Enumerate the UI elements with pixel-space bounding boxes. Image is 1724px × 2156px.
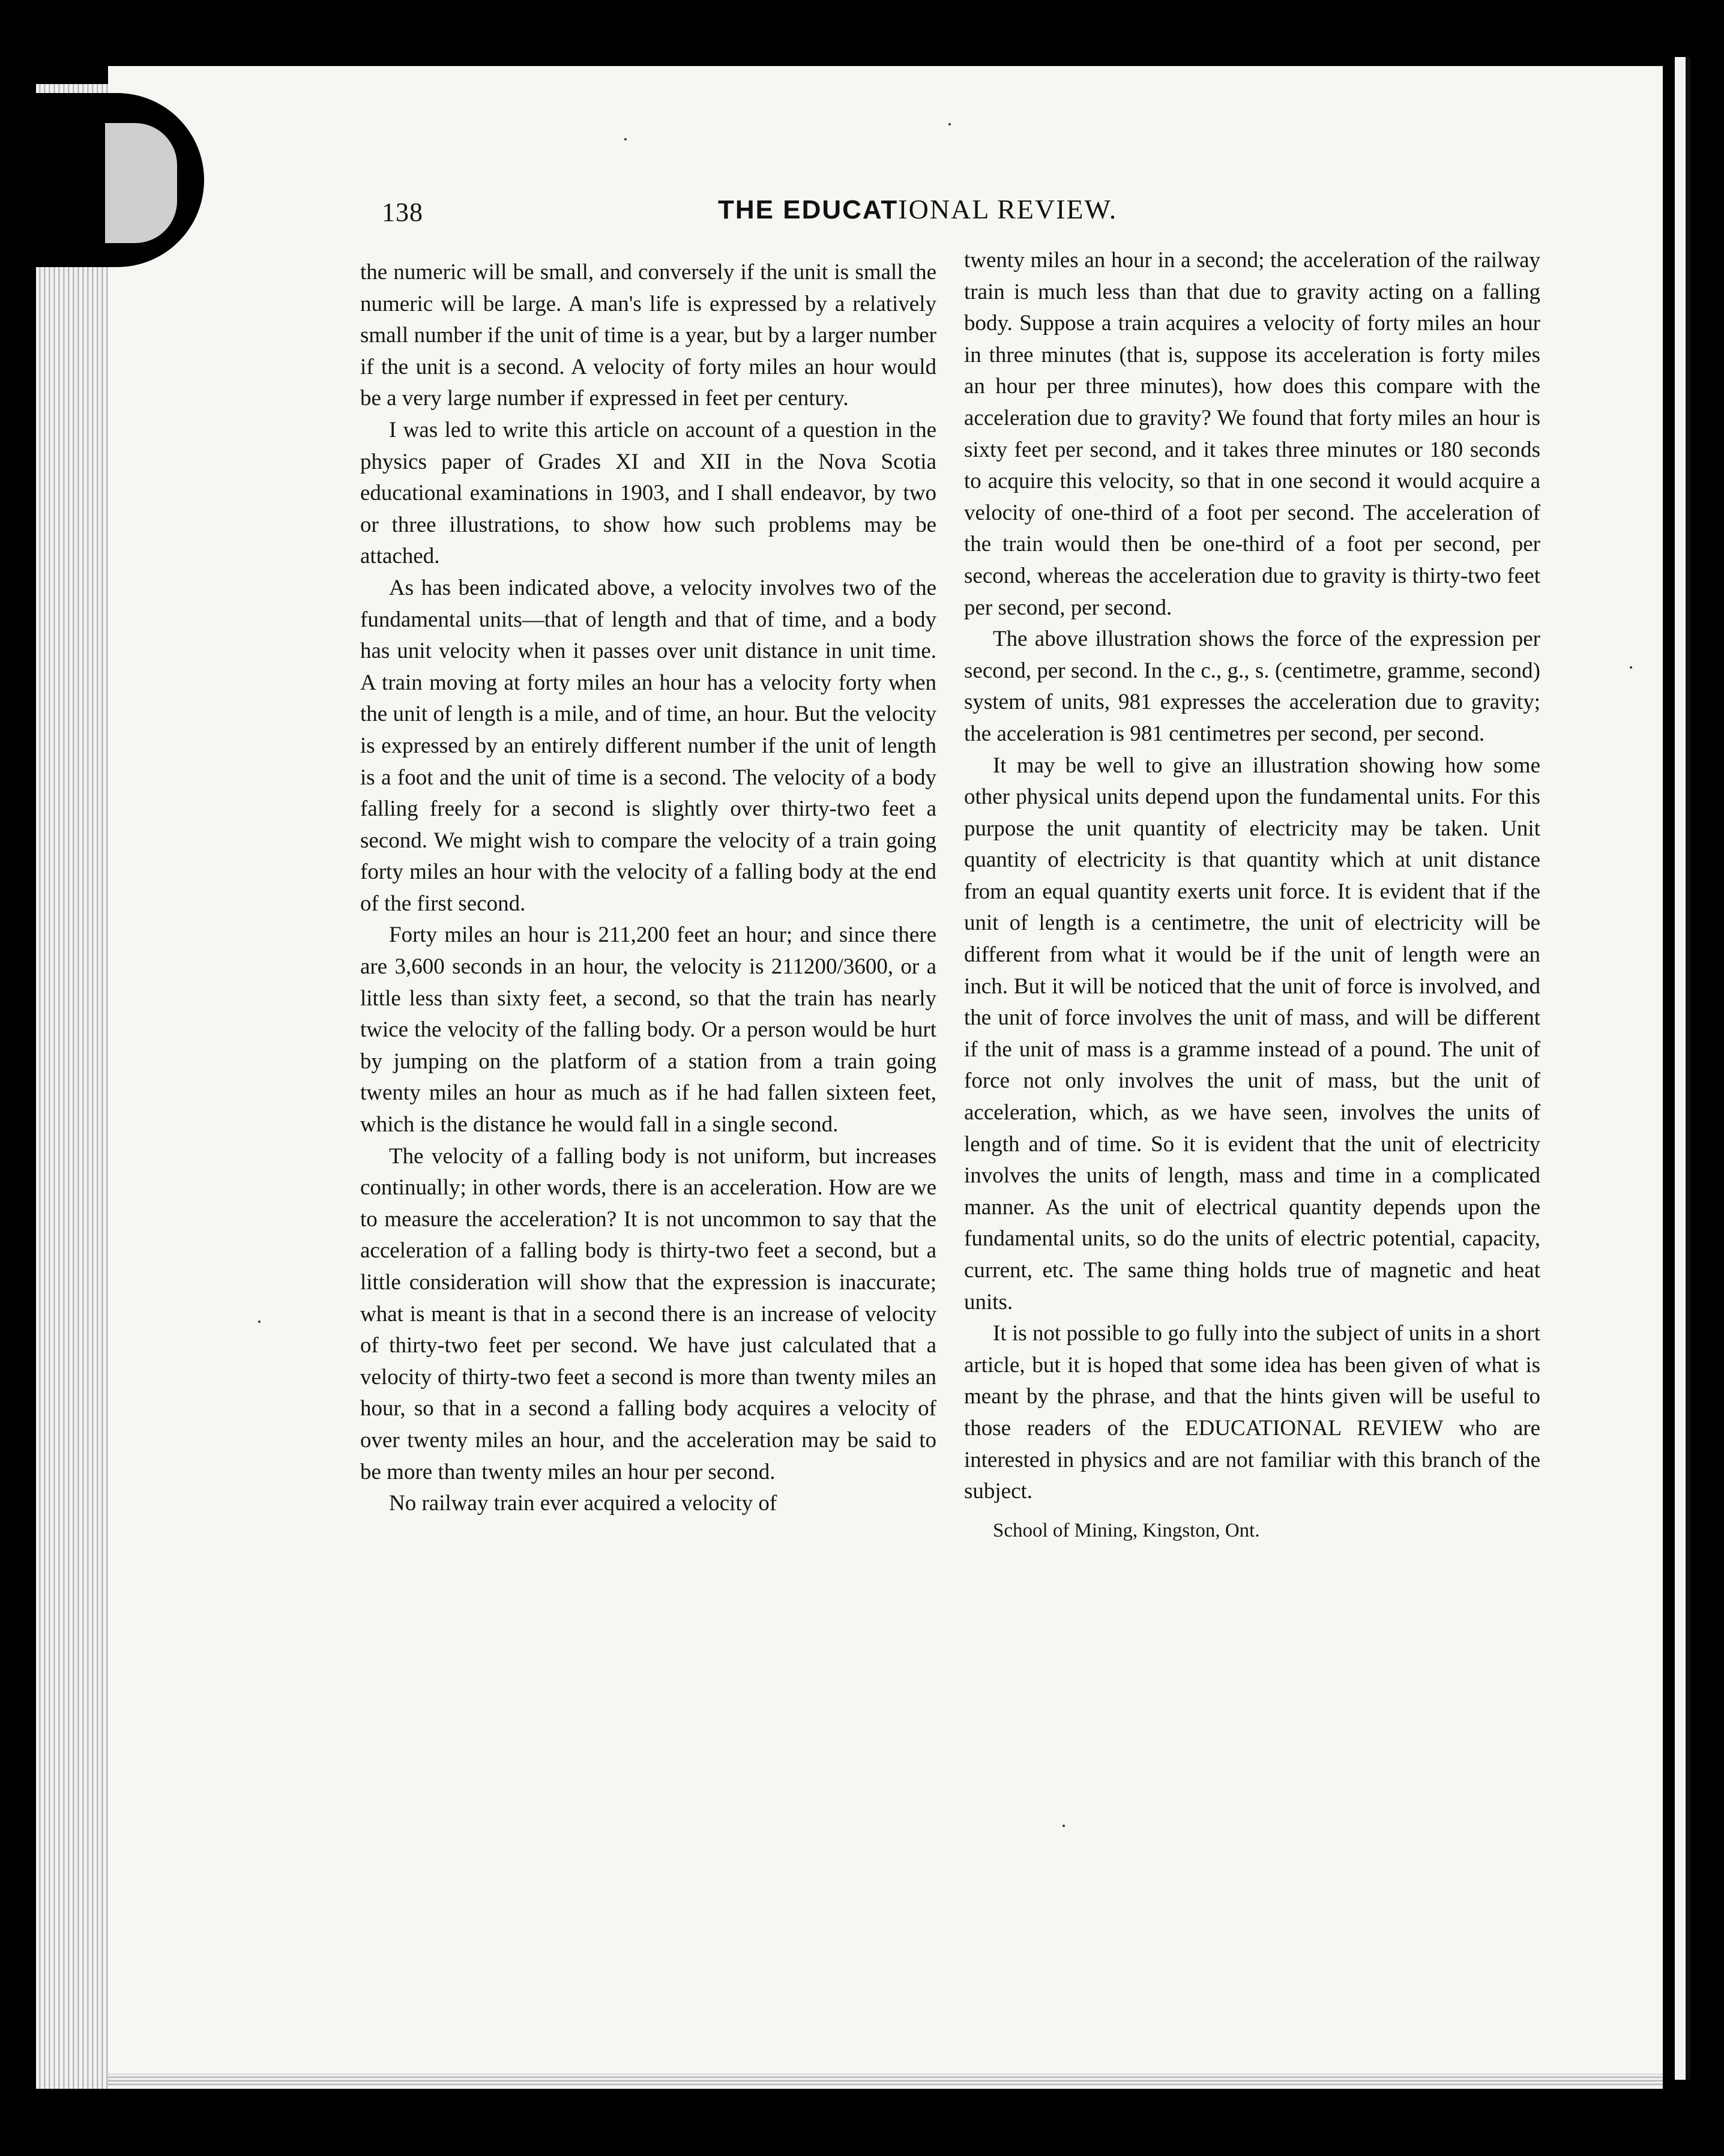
scan-speck	[624, 138, 627, 140]
paragraph: As has been indicated above, a velocity involves two of the fundamental units—that of length and that of time, and a body has unit velocity when it passes over unit distance in unit time. A train moving at forty miles an hour has a velocity forty when the unit of length is a mile, and of time, an hour. But the velocity is expressed by an entirely different number if the unit of length is a foot and the unit of time is a second. The velocity of a body falling freely for a second is slightly over thirty-two feet a second. We might wish to compare the velocity of a train going forty miles an hour with the velocity of a falling body at the end of the first second.	[360, 575, 936, 916]
paragraph: The above illustration shows the force of the expression per second, per second. In the c., g., s. (centimetre, gramme, second) system of units, 981 expresses the acceleration due to gravity; the acceleration is 981 centimetres per second, per second.	[964, 627, 1540, 746]
paragraph: I was led to write this article on account of a question in the physics paper of Grades XI and XII in the Nova Scotia educational examinations in 1903, and I shall endeavor, by two or three illustrations, to show how such problems may be attached.	[360, 417, 936, 569]
scan-border-bottom	[0, 2089, 1724, 2156]
page-bottom-edge	[108, 2074, 1669, 2087]
paragraph: twenty miles an hour in a second; the acceleration of the railway train is much less than that due to gravity acting on a falling body. Suppose a train acquires a velocity of forty miles an hour in three minutes (that is, suppose its acceleration is forty miles an hour per three minutes), how does this compare with the acceleration due to gravity? We found that forty miles an hour is sixty feet per second, and it takes three minutes or 180 seconds to acquire this velocity, so that in one second it would acquire a velocity of one-third of a foot per second. The acceleration of the train would then be one-third of a foot per second, per second, whereas the acceleration due to gravity is thirty-two feet per second, per second.	[964, 248, 1540, 620]
paragraph: It may be well to give an illustration showing how some other physical units depend upon the fundamental units. For this purpose the unit quantity of electricity may be taken. Unit quantity of electricity is that quantity which at unit distance from an equal quantity exerts unit force. It is evident that if the unit of length is a centimetre, the unit of electricity will be different from what it would be if the unit of length were an inch. But it will be noticed that the unit of force is involved, and the unit of force involves the unit of mass, and will be different if the unit of mass is a gramme instead of a pound. The unit of force not only involves the unit of mass, but the unit of acceleration, which, as we have seen, involves the units of length and of time. So it is evident that the unit of electricity involves the units of length, mass and time in a complicated manner. As the unit of electrical quantity depends upon the fundamental units, so do the units of electric potential, capacity, current, etc. The same thing holds true of magnetic and heat units.	[964, 753, 1540, 1314]
paragraph: No railway train ever acquired a velocity of	[389, 1491, 777, 1516]
paragraph: Forty miles an hour is 211,200 feet an hour; and since there are 3,600 seconds in an hour, the velocity is 211200/3600, or a little less than sixty feet, a second, so that the train has nearly twice the velocity of the falling body. Or a person would be hurt by jumping on the platform of a station from a train going twenty miles an hour as much as if he had fallen sixteen feet, which is the distance he would fall in a single second.	[360, 923, 936, 1137]
book-spine	[1663, 36, 1724, 2101]
left-column	[360, 257, 936, 1520]
paragraph: The velocity of a falling body is not uniform, but increases continually; in other words, there is an acceleration. How are we to measure the acceleration? It is not uncommon to say that the acceleration of a falling body is thirty-two feet a second, but a little consideration will show that the expression is inaccurate; what is meant is that in a second there is an increase of velocity of thirty-two feet per second. We have just calculated that a velocity of thirty-two feet a second is more than twenty miles an hour, so that in a second a falling body acquires a velocity of over twenty miles an hour, and the acceleration may be said to be more than twenty miles an hour per second.	[360, 1143, 936, 1484]
scan-speck	[948, 123, 951, 125]
right-column	[964, 245, 1540, 1546]
right-edge-line	[1686, 57, 1690, 2080]
scan-border-top	[0, 0, 1724, 72]
binder-clip-hole	[105, 123, 177, 243]
scan-speck	[1062, 1825, 1065, 1827]
journal-title-rest: IONAL REVIEW.	[898, 194, 1118, 224]
page-number: 138	[382, 197, 423, 227]
author-affiliation: School of Mining, Kingston, Ont.	[993, 1519, 1260, 1541]
scan-speck	[258, 1320, 261, 1323]
journal-title	[718, 193, 1117, 225]
running-header	[382, 191, 1582, 239]
paragraph: It is not possible to go fully into the subject of units in a short article, but it is hoped that some idea has been given of what is meant by the phrase, and that the hints given will be useful to those readers of the EDUCATIONAL REVIEW who are interested in physics and are not familiar with this branch of the subject.	[964, 1321, 1540, 1504]
paragraph: the numeric will be small, and conversely if the unit is small the numeric will be large. A man's life is expressed by a relatively small number if the unit of time is a year, but by a larger number if the unit is a second. A velocity of forty miles an hour would be a very large number if expressed in feet per century.	[360, 260, 936, 411]
journal-title-bold: THE EDUCAT	[718, 195, 899, 224]
scan-speck	[1630, 666, 1632, 669]
book-page-edges	[36, 84, 108, 2089]
